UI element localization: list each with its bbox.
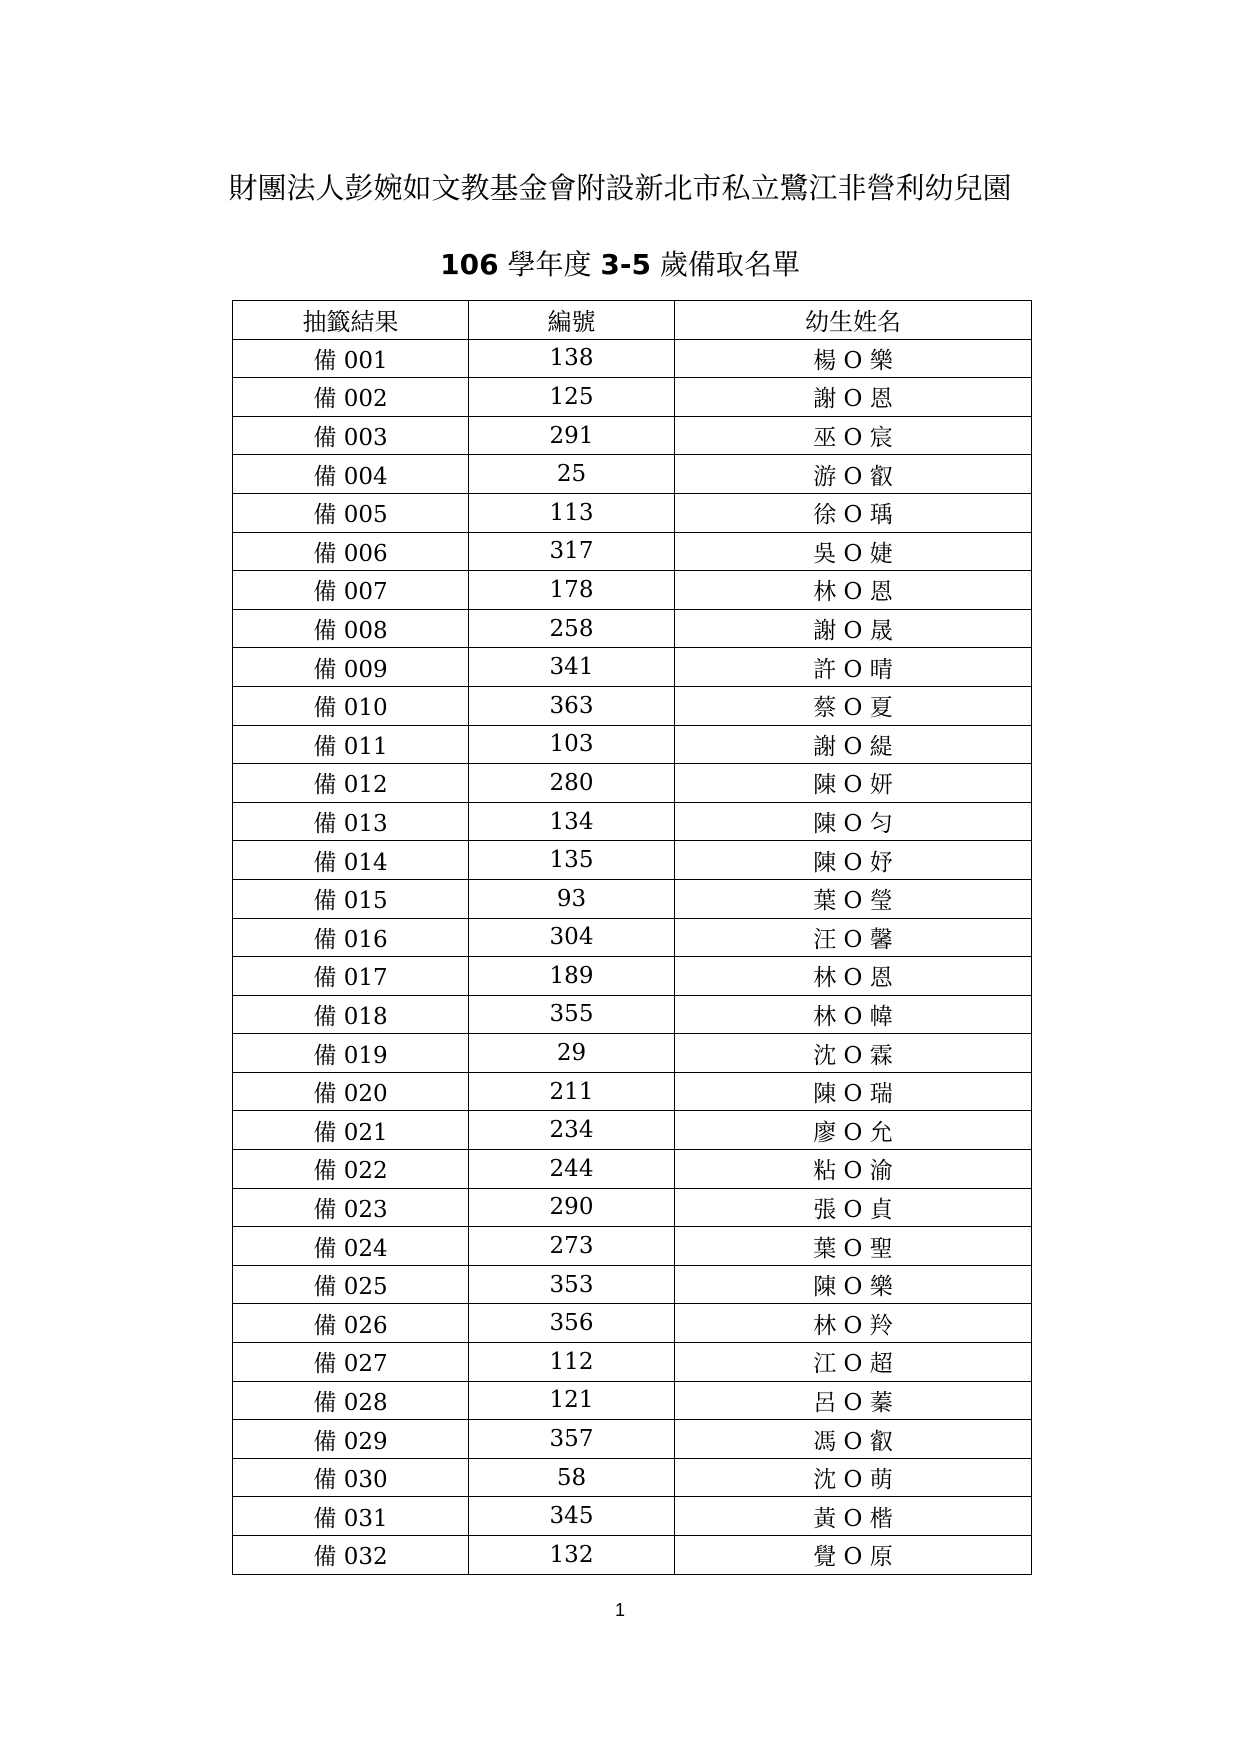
cell-child-name: 徐 O 瑀: [675, 493, 1032, 532]
table-row: [233, 686, 1032, 725]
cell-child-name: 沈 O 萌: [675, 1458, 1032, 1497]
cell-number: 357: [469, 1420, 675, 1459]
header-draw-result: 抽籤結果: [233, 301, 469, 340]
cell-child-name: 林 O 幃: [675, 995, 1032, 1034]
cell-number: 363: [469, 686, 675, 725]
cell-draw-result: 備 001: [233, 339, 469, 378]
table-row: [233, 1381, 1032, 1420]
cell-number: 355: [469, 995, 675, 1034]
table-row: [233, 995, 1032, 1034]
cell-draw-result: 備 023: [233, 1188, 469, 1227]
table-row: [233, 455, 1032, 494]
cell-number: 273: [469, 1227, 675, 1266]
cell-number: 58: [469, 1458, 675, 1497]
cell-number: 353: [469, 1265, 675, 1304]
table-row: [233, 1497, 1032, 1536]
cell-draw-result: 備 004: [233, 455, 469, 494]
cell-child-name: 陳 O 妍: [675, 764, 1032, 803]
cell-number: 258: [469, 609, 675, 648]
cell-child-name: 楊 O 樂: [675, 339, 1032, 378]
table-row: [233, 1111, 1032, 1150]
cell-number: 280: [469, 764, 675, 803]
cell-draw-result: 備 018: [233, 995, 469, 1034]
cell-child-name: 林 O 恩: [675, 957, 1032, 996]
cell-draw-result: 備 003: [233, 416, 469, 455]
cell-draw-result: 備 008: [233, 609, 469, 648]
cell-draw-result: 備 012: [233, 764, 469, 803]
cell-child-name: 林 O 羚: [675, 1304, 1032, 1343]
cell-number: 345: [469, 1497, 675, 1536]
cell-number: 138: [469, 339, 675, 378]
cell-child-name: 蔡 O 夏: [675, 686, 1032, 725]
cell-child-name: 謝 O 恩: [675, 378, 1032, 417]
cell-number: 132: [469, 1536, 675, 1575]
cell-child-name: 謝 O 緹: [675, 725, 1032, 764]
cell-number: 93: [469, 879, 675, 918]
cell-child-name: 黃 O 楷: [675, 1497, 1032, 1536]
cell-draw-result: 備 029: [233, 1420, 469, 1459]
cell-draw-result: 備 010: [233, 686, 469, 725]
cell-draw-result: 備 009: [233, 648, 469, 687]
table-row: [233, 725, 1032, 764]
table-row: [233, 1458, 1032, 1497]
cell-number: 135: [469, 841, 675, 880]
cell-draw-result: 備 020: [233, 1072, 469, 1111]
table-row: [233, 1034, 1032, 1073]
cell-child-name: 呂 O 蓁: [675, 1381, 1032, 1420]
cell-number: 29: [469, 1034, 675, 1073]
cell-child-name: 葉 O 聖: [675, 1227, 1032, 1266]
cell-draw-result: 備 028: [233, 1381, 469, 1420]
page-number: 1: [614, 1600, 625, 1620]
cell-child-name: 沈 O 霖: [675, 1034, 1032, 1073]
cell-child-name: 陳 O 妤: [675, 841, 1032, 880]
table-row: [233, 764, 1032, 803]
table-row: [233, 1304, 1032, 1343]
cell-draw-result: 備 027: [233, 1343, 469, 1382]
cell-number: 103: [469, 725, 675, 764]
table-row: [233, 1150, 1032, 1189]
table-row: [233, 571, 1032, 610]
subtitle-text-b: 歲備取名單: [650, 248, 800, 281]
table-body: [233, 339, 1032, 1574]
cell-number: 112: [469, 1343, 675, 1382]
cell-child-name: 游 O 叡: [675, 455, 1032, 494]
table-row: [233, 609, 1032, 648]
cell-draw-result: 備 016: [233, 918, 469, 957]
cell-child-name: 林 O 恩: [675, 571, 1032, 610]
cell-child-name: 陳 O 樂: [675, 1265, 1032, 1304]
subtitle-text-a: 學年度: [498, 248, 601, 281]
cell-draw-result: 備 026: [233, 1304, 469, 1343]
table-row: [233, 493, 1032, 532]
table-row: [233, 1227, 1032, 1266]
cell-child-name: 葉 O 瑩: [675, 879, 1032, 918]
cell-child-name: 吳 O 婕: [675, 532, 1032, 571]
document-title: 財團法人彭婉如文教基金會附設新北市私立鷺江非營利幼兒園: [228, 171, 1012, 205]
table-row: [233, 1420, 1032, 1459]
cell-number: 121: [469, 1381, 675, 1420]
cell-number: 304: [469, 918, 675, 957]
cell-number: 234: [469, 1111, 675, 1150]
cell-number: 356: [469, 1304, 675, 1343]
table-row: [233, 1072, 1032, 1111]
table-row: [233, 802, 1032, 841]
cell-number: 291: [469, 416, 675, 455]
cell-number: 290: [469, 1188, 675, 1227]
cell-child-name: 粘 O 渝: [675, 1150, 1032, 1189]
cell-draw-result: 備 002: [233, 378, 469, 417]
cell-number: 244: [469, 1150, 675, 1189]
cell-draw-result: 備 025: [233, 1265, 469, 1304]
table-row: [233, 339, 1032, 378]
table-row: [233, 841, 1032, 880]
school-year: 106: [440, 248, 499, 281]
cell-child-name: 汪 O 馨: [675, 918, 1032, 957]
table-row: [233, 957, 1032, 996]
cell-draw-result: 備 013: [233, 802, 469, 841]
table-row: [233, 1188, 1032, 1227]
cell-number: 189: [469, 957, 675, 996]
age-range: 3-5: [600, 248, 651, 281]
cell-child-name: 馮 O 叡: [675, 1420, 1032, 1459]
cell-child-name: 廖 O 允: [675, 1111, 1032, 1150]
cell-number: 113: [469, 493, 675, 532]
document-subtitle: [0, 245, 1240, 285]
cell-draw-result: 備 006: [233, 532, 469, 571]
cell-child-name: 巫 O 宸: [675, 416, 1032, 455]
table-header-row: [233, 301, 1032, 340]
cell-number: 178: [469, 571, 675, 610]
cell-child-name: 陳 O 匀: [675, 802, 1032, 841]
cell-child-name: 覺 O 原: [675, 1536, 1032, 1575]
cell-draw-result: 備 022: [233, 1150, 469, 1189]
cell-number: 125: [469, 378, 675, 417]
cell-child-name: 江 O 超: [675, 1343, 1032, 1382]
cell-draw-result: 備 031: [233, 1497, 469, 1536]
cell-number: 341: [469, 648, 675, 687]
cell-child-name: 張 O 貞: [675, 1188, 1032, 1227]
cell-draw-result: 備 007: [233, 571, 469, 610]
table-row: [233, 1536, 1032, 1575]
waitlist-table: [232, 300, 1032, 1575]
cell-draw-result: 備 030: [233, 1458, 469, 1497]
cell-draw-result: 備 032: [233, 1536, 469, 1575]
table-row: [233, 532, 1032, 571]
table-row: [233, 918, 1032, 957]
table-row: [233, 1343, 1032, 1382]
cell-draw-result: 備 014: [233, 841, 469, 880]
table-row: [233, 1265, 1032, 1304]
cell-number: 317: [469, 532, 675, 571]
table-row: [233, 378, 1032, 417]
cell-draw-result: 備 015: [233, 879, 469, 918]
cell-draw-result: 備 005: [233, 493, 469, 532]
cell-draw-result: 備 021: [233, 1111, 469, 1150]
cell-child-name: 許 O 晴: [675, 648, 1032, 687]
table-row: [233, 648, 1032, 687]
cell-draw-result: 備 011: [233, 725, 469, 764]
cell-child-name: 謝 O 晟: [675, 609, 1032, 648]
header-number: 編號: [469, 301, 675, 340]
cell-number: 211: [469, 1072, 675, 1111]
header-child-name: 幼生姓名: [675, 301, 1032, 340]
cell-draw-result: 備 019: [233, 1034, 469, 1073]
cell-number: 134: [469, 802, 675, 841]
table-row: [233, 879, 1032, 918]
cell-number: 25: [469, 455, 675, 494]
cell-draw-result: 備 017: [233, 957, 469, 996]
cell-draw-result: 備 024: [233, 1227, 469, 1266]
cell-child-name: 陳 O 瑞: [675, 1072, 1032, 1111]
table-row: [233, 416, 1032, 455]
